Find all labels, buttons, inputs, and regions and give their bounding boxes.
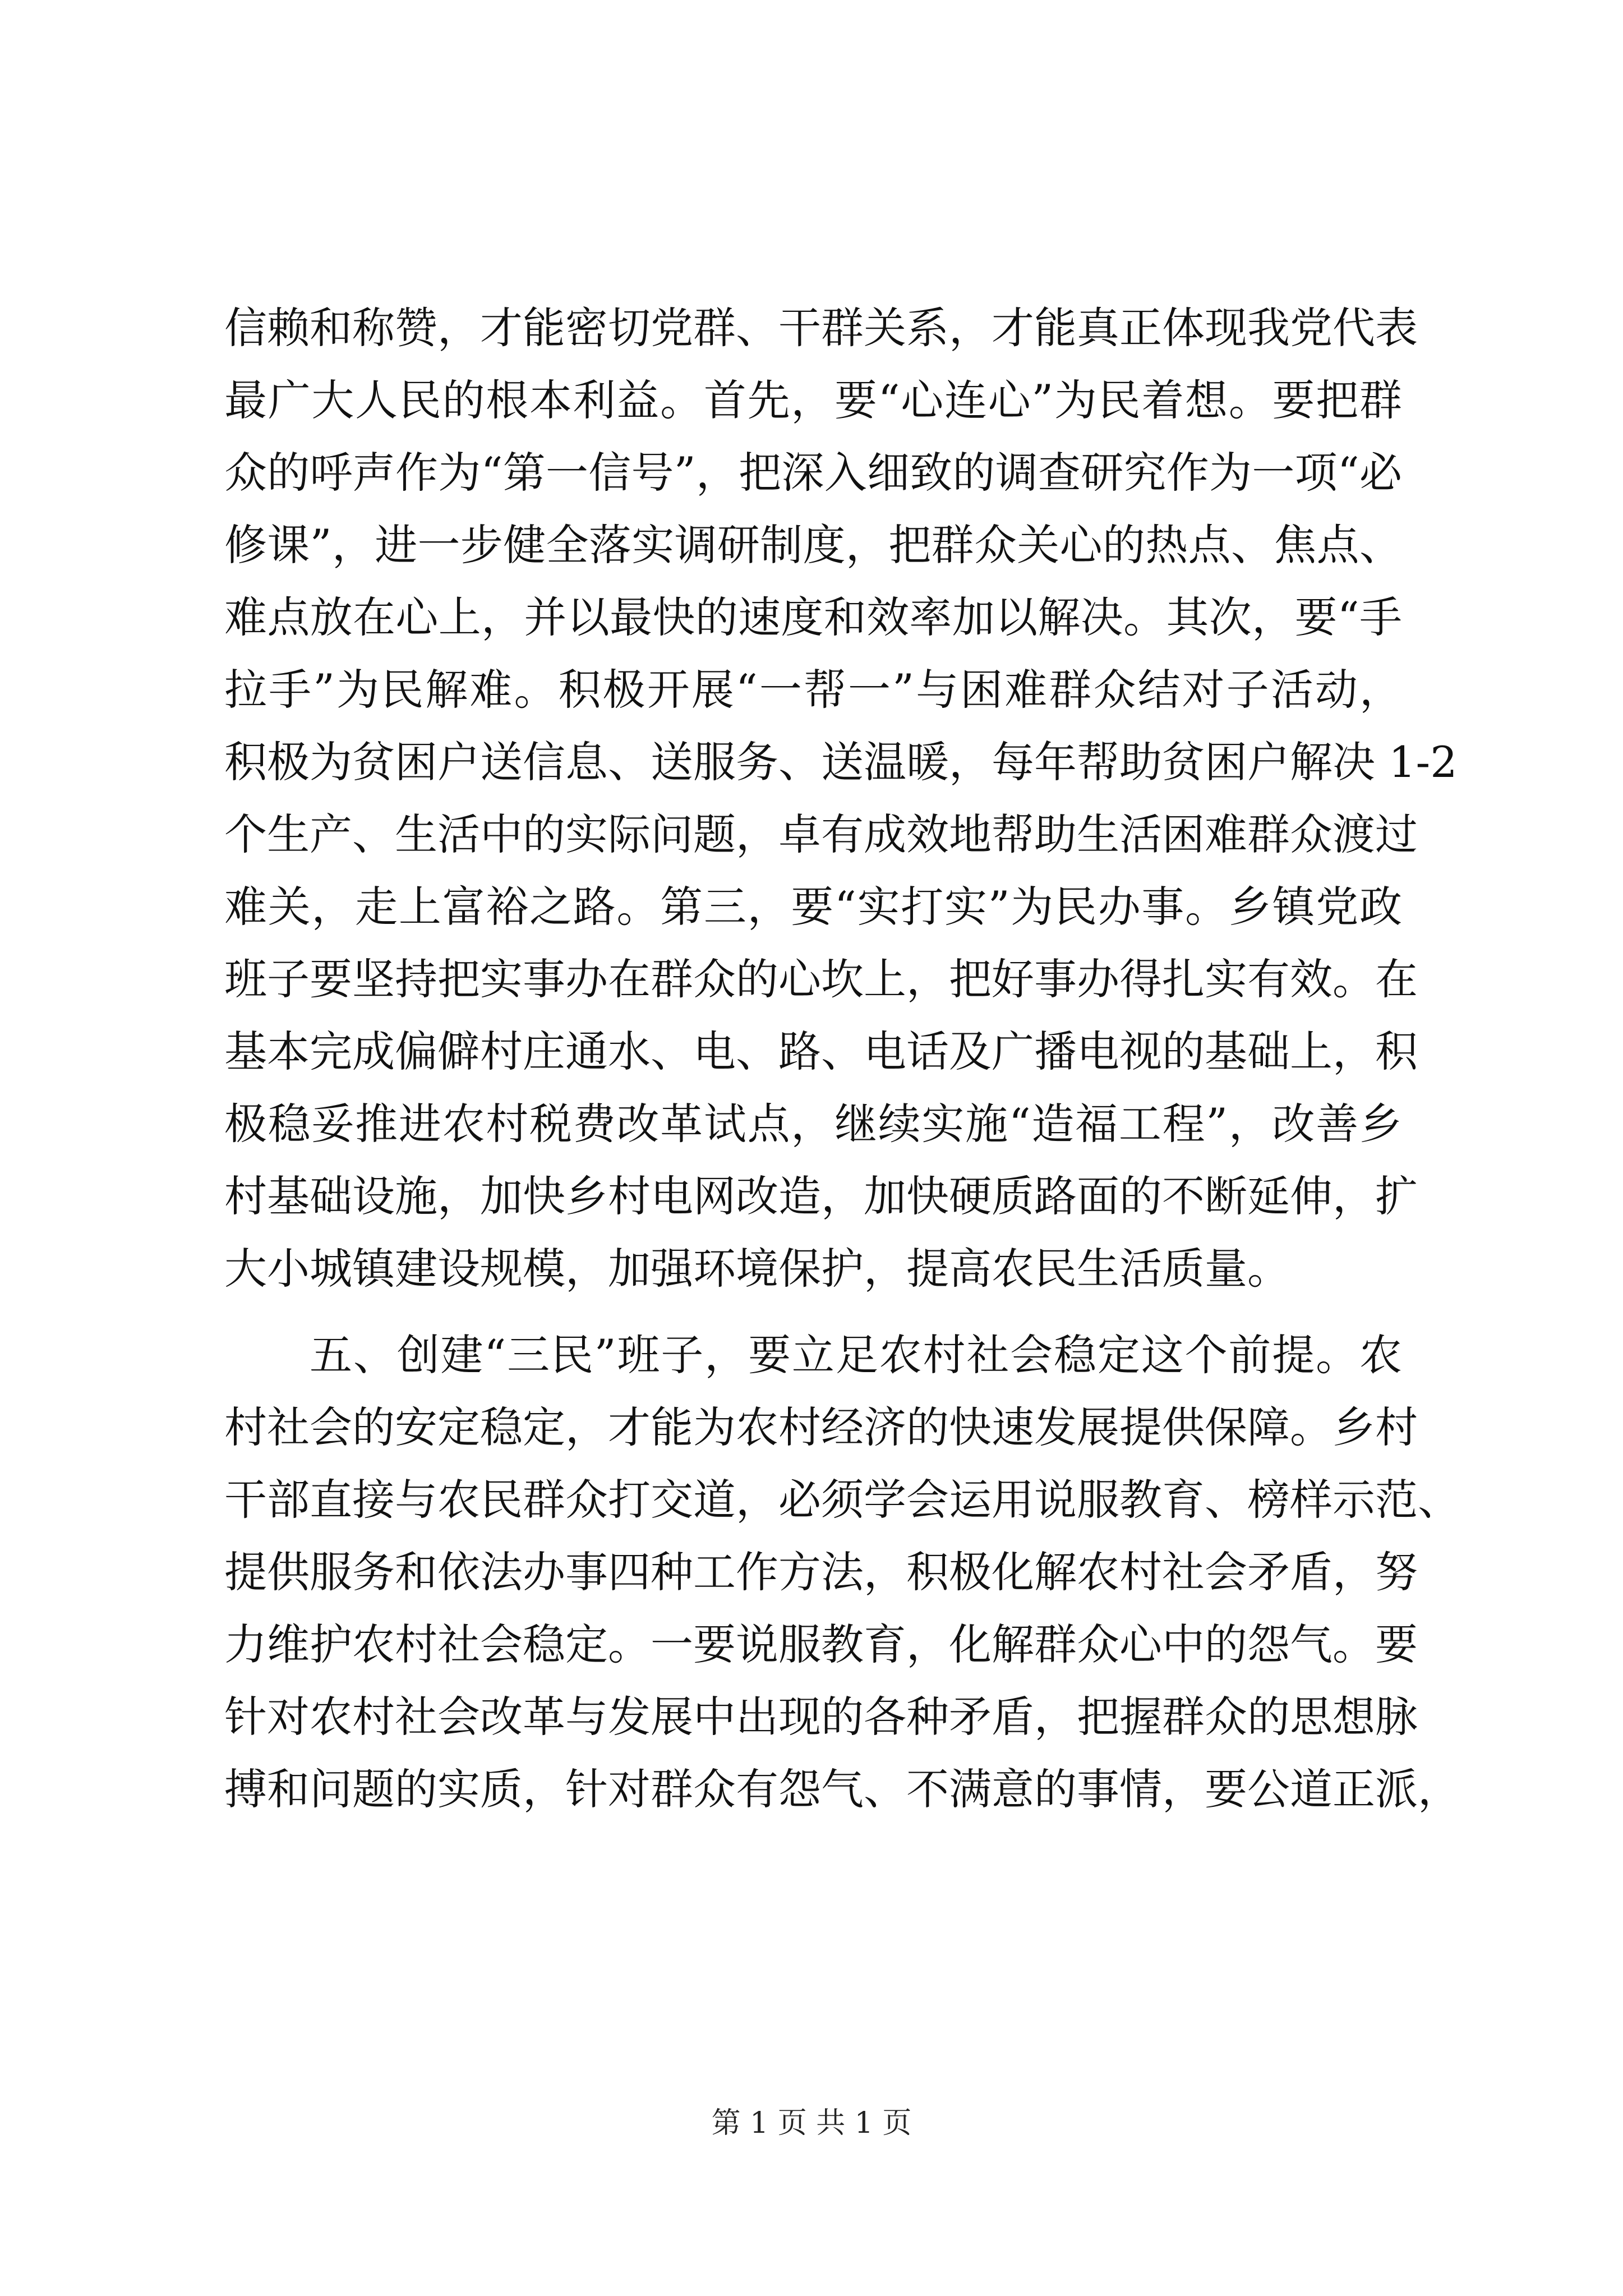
- text-line: 班子要坚持把实事办在群众的心坎上，把好事办得扎实有效。在: [224, 954, 1418, 1004]
- page-footer: [0, 2104, 1623, 2143]
- page-number: 第 1 页 共 1 页: [711, 2106, 912, 2140]
- text-line: 针对农村社会改革与发展中出现的各种矛盾，把握群众的思想脉: [224, 1692, 1418, 1742]
- paragraph-1: [224, 292, 1458, 1305]
- paragraph-gap: [224, 1305, 1402, 1319]
- text-line: 修课”，进一步健全落实调研制度，把群众关心的热点、焦点、: [224, 520, 1402, 570]
- text-line: 大小城镇建设规模，加强环境保护，提高农民生活质量。: [224, 1244, 1290, 1294]
- text-line: 众的呼声作为“第一信号”，把深入细致的调查研究作为一项“必: [224, 448, 1402, 498]
- text-line: 干部直接与农民群众打交道，必须学会运用说服教育、榜样示范、: [224, 1475, 1460, 1525]
- text-line: 个生产、生活中的实际问题，卓有成效地帮助生活困难群众渡过: [224, 809, 1418, 859]
- text-line: 难关，走上富裕之路。第三，要“实打实”为民办事。乡镇党政: [224, 882, 1402, 932]
- text-line: 信赖和称赞，才能密切党群、干群关系，才能真正体现我党代表: [224, 303, 1418, 353]
- body-text: [224, 292, 1460, 1825]
- text-line: 村基础设施，加快乡村电网改造，加快硬质路面的不断延伸，扩: [224, 1171, 1418, 1221]
- paragraph-2: [224, 1319, 1460, 1825]
- text-line: 最广大人民的根本利益。首先，要“心连心”为民着想。要把群: [224, 375, 1402, 425]
- text-line: 提供服务和依法办事四种工作方法，积极化解农村社会矛盾，努: [224, 1547, 1418, 1597]
- text-line: 积极为贫困户送信息、送服务、送温暖，每年帮助贫困户解决 1-2: [224, 737, 1458, 787]
- text-line: 拉手”为民解难。积极开展“一帮一”与困难群众结对子活动，: [224, 665, 1402, 715]
- text-line: 基本完成偏僻村庄通水、电、路、电话及广播电视的基础上，积: [224, 1027, 1418, 1076]
- text-line: 力维护农村社会稳定。一要说服教育，化解群众心中的怨气。要: [224, 1619, 1418, 1669]
- text-line: 难点放在心上，并以最快的速度和效率加以解决。其次，要“手: [224, 592, 1402, 642]
- text-line: 村社会的安定稳定，才能为农村经济的快速发展提供保障。乡村: [224, 1402, 1418, 1452]
- text-line: 五、创建“三民”班子，要立足农村社会稳定这个前提。农: [310, 1330, 1402, 1380]
- text-line: 搏和问题的实质，针对群众有怨气、不满意的事情，要公道正派，: [224, 1764, 1460, 1814]
- text-line: 极稳妥推进农村税费改革试点，继续实施“造福工程”，改善乡: [224, 1099, 1402, 1149]
